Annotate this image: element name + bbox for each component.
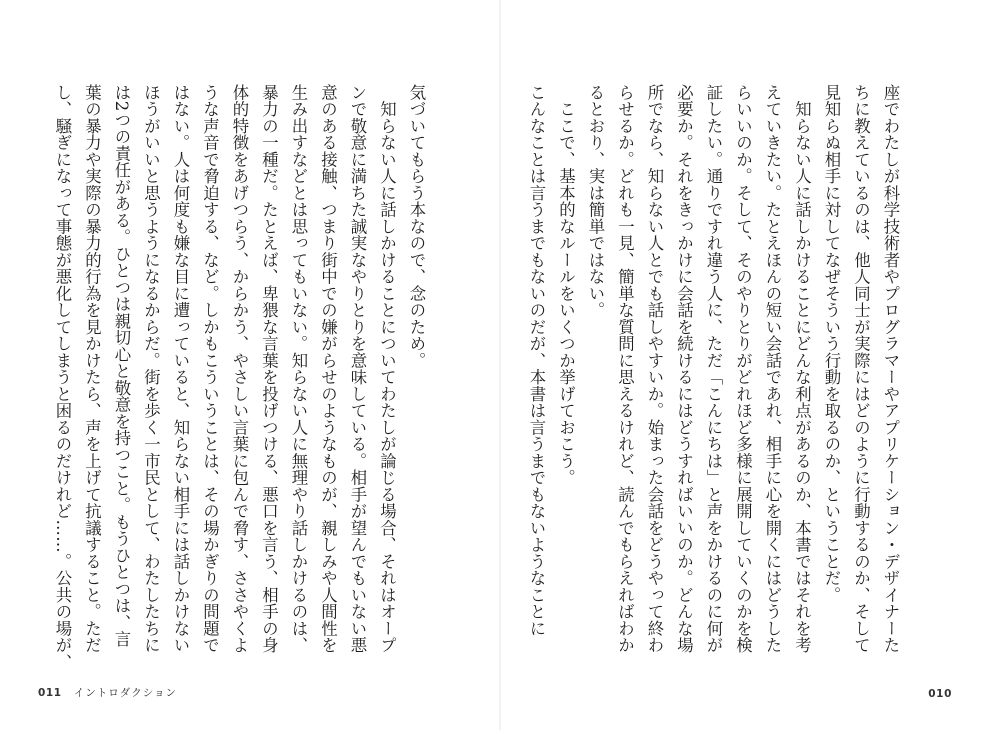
text-line: し、騒ぎになって事態が悪化してしまうと困るのだけれど……。公共の場が、 (53, 84, 72, 671)
text-line: こんなことは言うまでもないのだが、本書は言うまでもないようなことに (527, 84, 546, 637)
text-line: 生み出すなどとは思ってもいない。知らない人に無理やり話しかけるのは、 (289, 84, 308, 654)
text-line: 意のある接触、つまり街中での嫌がらせのようなものが、親しみや人間性を (318, 84, 338, 654)
text-line: えていきたい。たとえほんの短い会話であれ、相手に心を開くにはどうした (763, 84, 782, 654)
text-line: は2つの責任がある。ひとつは親切心と敬意を持つこと。もうひとつは、言 (112, 84, 131, 648)
text-line: 体的特徴をあげつらう、からかう、やさしい言葉に包んで脅す、ささやくよ (230, 84, 249, 654)
text-line: ここで、基本的なルールをいくつか挙げておこう。 (556, 84, 576, 486)
left-page-footer (38, 685, 177, 700)
right-text-block (527, 84, 905, 654)
text-line: 所でなら、知らない人とでも話しやすいか。始まった会話をどうやって終わ (645, 84, 664, 654)
text-line: ほうがいいと思うようになるからだ。街を歩く一市民として、わたしたちに (141, 84, 161, 654)
text-line: らいいのか。そして、そのやりとりがどれほど多様に展開していくのかを検 (733, 84, 753, 654)
left-text-block (53, 84, 431, 671)
text-line: うな声音で脅迫する、など。しかもこういうことは、その場かぎりの問題で (200, 84, 220, 654)
text-line: 気づいてもらう本なので、念のため。 (407, 84, 426, 369)
page-number: 010 (928, 688, 952, 700)
running-head: イントロダクション (73, 687, 178, 699)
right-page (500, 0, 1000, 730)
text-line: るとおり、実は簡単ではない。 (586, 84, 605, 319)
text-line: らせるか。どれも一見、簡単な質問に思えるけれど、読んでもらえればわか (615, 84, 635, 654)
text-line: 見知らぬ相手に対してなぜそういう行動を取るのか、ということだ。 (822, 84, 841, 604)
text-line: はない。人は何度も嫌な目に遭っていると、知らない相手には話しかけない (171, 84, 190, 654)
text-line: ちに教えているのは、他人同士が実際にはどのように行動するのか、そして (851, 84, 871, 654)
page-number: 011 (38, 687, 62, 699)
text-line: 知らない人に話しかけることについてわたしが論じる場合、それはオープ (377, 84, 397, 654)
text-line: 座でわたしが科学技術者やプログラマーやアプリケーション・デザイナーた (881, 84, 900, 654)
text-line: ンで敬意に満ちた誠実なやりとりを意味している。相手が望んでもいない悪 (348, 84, 367, 654)
text-line: 必要か。それをきっかけに会話を続けるにはどうすればいいのか。どんな場 (674, 84, 694, 654)
text-line: 証したい。通りですれ違う人に、ただ「こんにちは」と声をかけるのに何が (704, 84, 723, 654)
text-line: 知らない人に話しかけることにどんな利点があるのか、本書ではそれを考 (792, 84, 812, 654)
text-line: 葉の暴力や実際の暴力的行為を見かけたら、声を上げて抗議すること。ただ (82, 84, 102, 654)
right-page-footer (928, 688, 964, 700)
text-line: 暴力の一種だ。たとえば、卑猥な言葉を投げつける、悪口を言う、相手の身 (259, 84, 279, 654)
